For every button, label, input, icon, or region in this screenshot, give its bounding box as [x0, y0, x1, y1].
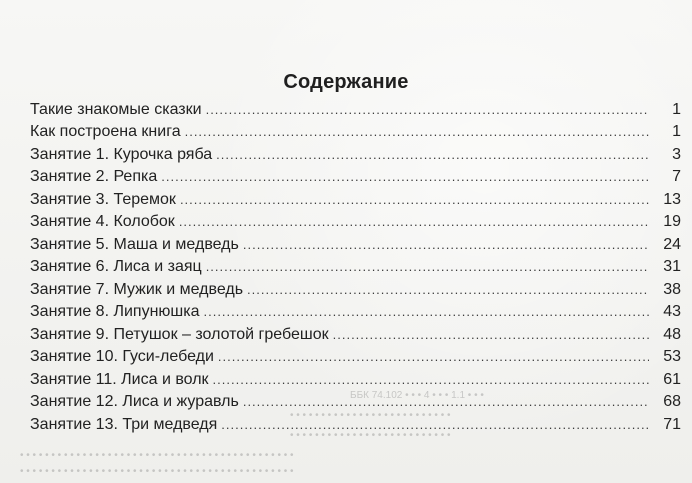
toc-page-number: 19 — [663, 213, 681, 230]
dot-leader — [206, 259, 649, 275]
toc-entry-title: Занятие 13. Три медведя — [30, 415, 218, 433]
toc-entry — [30, 141, 681, 164]
toc-page-number: 7 — [672, 168, 681, 185]
toc-page-number: 1 — [672, 100, 681, 118]
toc-entry — [30, 411, 681, 434]
dot-leader — [185, 124, 649, 140]
dot-leader — [213, 372, 649, 388]
toc-entry — [30, 389, 681, 412]
toc-entry-title: Занятие 2. Репка — [30, 168, 158, 185]
bleed-through-text-5: • • • • • • • • • • • • • • • • • • • • • • • • • • • • • • • • • • • • • • • • • • • • — [20, 466, 294, 477]
toc-entry — [30, 254, 681, 277]
dot-leader — [161, 169, 649, 185]
toc-entry-title: Занятие 3. Теремок — [30, 190, 176, 208]
bleed-through-text-3: • • • • • • • • • • • • • • • • • • • • • • • • • • — [290, 430, 451, 441]
dot-leader — [333, 327, 649, 343]
toc-entry-title: Занятие 4. Колобок — [30, 213, 175, 230]
toc-entry-title: Занятие 11. Лиса и волк — [30, 370, 209, 388]
toc-entry — [30, 299, 681, 322]
toc-entry — [30, 231, 681, 254]
toc-entry-title: Занятие 9. Петушок – золотой гребешок — [30, 325, 329, 343]
dot-leader — [203, 304, 649, 320]
toc-page-number: 31 — [663, 258, 681, 275]
toc-page-number: 1 — [672, 123, 681, 140]
toc-entry-title: Такие знакомые сказки — [30, 100, 202, 118]
toc-page-number: 48 — [663, 325, 681, 343]
toc-entry — [30, 164, 681, 187]
toc-page-number: 71 — [663, 415, 681, 433]
table-of-contents — [30, 96, 681, 434]
toc-entry-title: Как построена книга — [30, 123, 181, 140]
dot-leader — [180, 192, 649, 208]
dot-leader — [218, 349, 649, 365]
toc-entry — [30, 344, 681, 367]
bleed-through-text-2: • • • • • • • • • • • • • • • • • • • • • • • • • • — [290, 410, 451, 421]
dot-leader — [243, 237, 649, 253]
toc-entry — [30, 209, 681, 232]
toc-entry-title: Занятие 1. Курочка ряба — [30, 145, 213, 163]
toc-entry-title: Занятие 6. Лиса и заяц — [30, 258, 202, 275]
toc-entry — [30, 276, 681, 299]
dot-leader — [206, 102, 649, 118]
toc-page-number: 13 — [663, 190, 681, 208]
dot-leader — [179, 214, 649, 230]
toc-entry — [30, 119, 681, 142]
toc-page-number: 68 — [663, 393, 681, 410]
toc-entry — [30, 366, 681, 389]
bleed-through-text: ББК 74.102 • • • 4 • • • 1.1 • • • — [350, 390, 484, 401]
dot-leader — [221, 417, 649, 433]
toc-entry — [30, 321, 681, 344]
toc-entry — [30, 96, 681, 119]
toc-page-number: 61 — [663, 370, 681, 388]
toc-entry-title: Занятие 5. Маша и медведь — [30, 235, 239, 253]
toc-page-number: 38 — [663, 280, 681, 298]
page-title: Содержание — [283, 71, 409, 94]
toc-entry-title: Занятие 7. Мужик и медведь — [30, 280, 244, 298]
toc-entry — [30, 186, 681, 209]
bleed-through-text-4: • • • • • • • • • • • • • • • • • • • • • • • • • • • • • • • • • • • • • • • • • • • • — [20, 450, 294, 461]
toc-page-number: 43 — [663, 303, 681, 320]
dot-leader — [216, 147, 649, 163]
toc-page-number: 53 — [663, 348, 681, 365]
toc-entry-title: Занятие 8. Липунюшка — [30, 303, 200, 320]
dot-leader — [243, 394, 649, 410]
dot-leader — [247, 282, 649, 298]
toc-page-number: 3 — [672, 145, 681, 163]
toc-entry-title: Занятие 12. Лиса и журавль — [30, 393, 239, 410]
toc-entry-title: Занятие 10. Гуси-лебеди — [30, 348, 214, 365]
toc-page-number: 24 — [663, 235, 681, 253]
